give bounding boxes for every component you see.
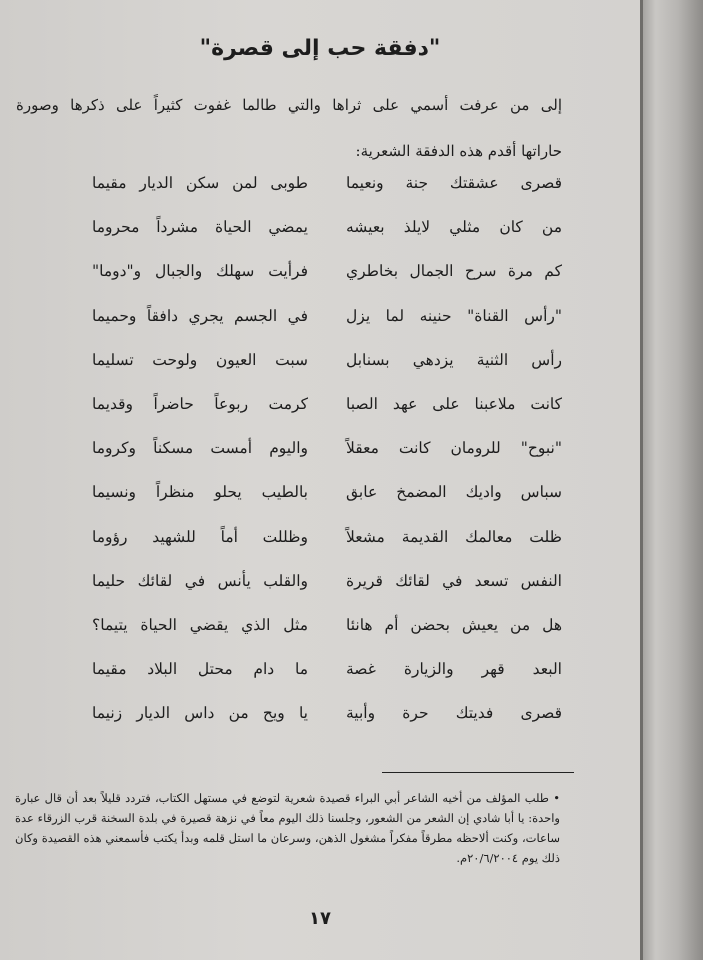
next-page-edge [640, 0, 703, 960]
verse-8-first-half: سباس واديك المضمخ عابق [346, 483, 562, 502]
verse-9-first-half: ظلت معالمك القديمة مشعلاً [346, 527, 562, 546]
verse-4-second-half: في الجسم يجري دافقاً وحميما [92, 306, 308, 325]
verse-13-second-half: يا ويح من داس الديار زنيما [92, 704, 308, 723]
verse-8-second-half: بالطيب يحلو منظراً ونسيما [92, 483, 308, 502]
verse-1-first-half: قصرى عشقتك جنة ونعيما [346, 174, 562, 192]
verse-7-first-half: "نبوح" للرومان كانت معقلاً [346, 439, 562, 458]
verse-5-first-half: رأس الثنية يزدهي بسنابل [346, 350, 562, 369]
verse-10-first-half: النفس تسعد في لقائك قريرة [346, 571, 562, 590]
verse-second-hemistichs [92, 170, 308, 730]
intro-line-2: حاراتها أقدم هذه الدفقة الشعرية: [355, 142, 562, 160]
verse-5-second-half: سبت العيون ولوحت تسليما [92, 350, 308, 369]
verse-1-second-half: طوبى لمن سكن الديار مقيما [92, 174, 308, 192]
verse-6-first-half: كانت ملاعبنا على عهد الصبا [346, 395, 562, 413]
verse-first-hemistichs [346, 170, 562, 730]
verse-7-second-half: واليوم أمست مسكناً وكروما [92, 439, 308, 458]
verse-3-second-half: فرأيت سهلك والجبال و"دوما" [92, 262, 308, 281]
verse-10-second-half: والقلب يأنس في لقائك حليما [92, 571, 308, 590]
verse-12-second-half: ما دام محتل البلاد مقيما [92, 660, 308, 679]
verse-11-first-half: هل من يعيش بحضن أم هانئا [346, 616, 562, 634]
verse-3-first-half: كم مرة سرح الجمال بخاطري [346, 262, 562, 281]
verse-2-first-half: من كان مثلي لايلذ بعيشه [346, 218, 562, 237]
verse-4-first-half: "رأس القناة" حنينه لما يزل [346, 306, 562, 325]
verse-6-second-half: كرمت ربوعاً حاضراً وقديما [92, 395, 308, 413]
verse-12-first-half: البعد قهر والزيارة غصة [346, 660, 562, 679]
footnote: • طلب المؤلف من أخيه الشاعر أبي البراء قصيدة شعرية لتوضع في مستهل الكتاب، فتردد قليلاً بعد أن قال عبارة واحدة: يا أبا شادي إن الشعر من الشعور، وجلسنا ذلك اليوم معاً في نزهة قصيرة في بلدة السخنة قرب الزرقاء عدة ساعات، وكنت ألاحظه مطرقاً مفكراً مشغول الذهن، وسرعان ما استل قلمه وبدأ يكتب فأسمعني هذه القصيدة وكان ذلك يوم ٢٠/٦/٢٠٠٤م. [15, 791, 560, 865]
verse-13-first-half: قصرى فديتك حرة وأبية [346, 704, 562, 723]
verse-11-second-half: مثل الذي يقضي الحياة يتيما؟ [92, 616, 308, 634]
verse-9-second-half: وظللت أماً للشهيد رؤوما [92, 527, 308, 546]
poem-title: "دفقة حب إلى قصرة" [199, 36, 441, 61]
verse-2-second-half: يمضي الحياة مشرداً محروما [92, 218, 308, 237]
footnote-separator [382, 772, 574, 773]
page-number: ١٧ [309, 908, 331, 929]
intro-line-1: إلى من عرفت أسمي على ثراها والتي طالما غفوت كثيراً على ذكرها وصورة [16, 96, 562, 114]
